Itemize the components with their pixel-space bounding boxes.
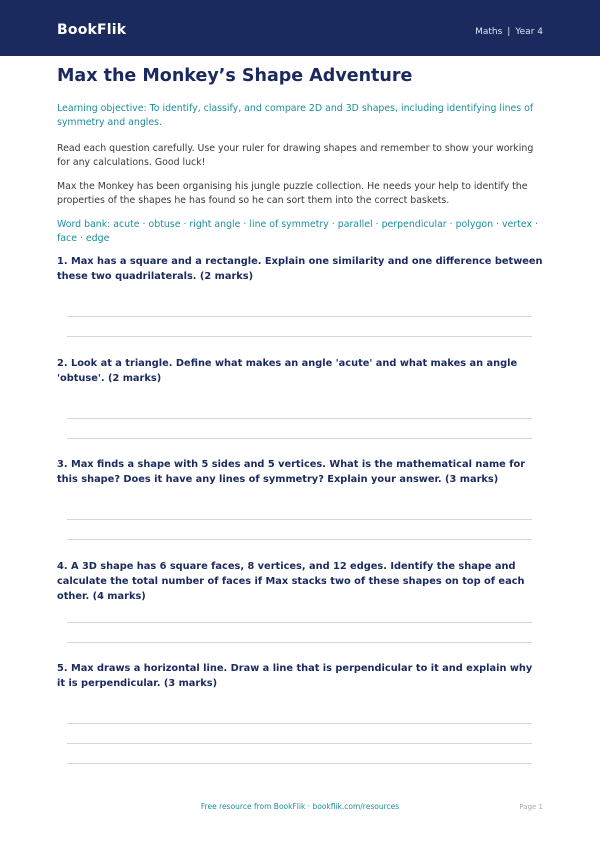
answer-line[interactable] [67, 642, 532, 643]
answer-line[interactable] [67, 336, 532, 337]
question-text: 3. Max finds a shape with 5 sides and 5 vertices. What is the mathematical name for this shape? Does it have any lines of symmetry? Explain your answer. (3 marks) [57, 459, 526, 485]
brand-logo: BookFlik [57, 22, 127, 38]
answer-line[interactable] [67, 316, 532, 317]
answer-line[interactable] [67, 418, 532, 419]
answer-line[interactable] [67, 743, 532, 744]
question-3 [57, 457, 543, 552]
answer-line[interactable] [67, 763, 532, 764]
answer-line[interactable] [67, 438, 532, 439]
instructions-text: Read each question carefully. Use your ruler for drawing shapes and remember to show your working for any calculations. Good luck! [57, 143, 534, 168]
subject-label: Maths [475, 27, 503, 37]
question-text: 2. Look at a triangle. Define what makes an angle 'acute' and what makes an angle 'obtuse'. (2 marks) [57, 358, 518, 384]
question-1 [57, 254, 543, 349]
question-text: 1. Max has a square and a rectangle. Explain one similarity and one difference between these two quadrilaterals. (2 marks) [57, 256, 543, 282]
question-4 [57, 559, 543, 654]
question-text: 4. A 3D shape has 6 square faces, 8 vertices, and 12 edges. Identify the shape and calculate the total number of faces if Max stacks two of these shapes on top of each other. (4 marks) [57, 561, 525, 602]
year-label: Year 4 [515, 27, 543, 37]
header-meta [475, 27, 543, 37]
question-2 [57, 356, 543, 451]
answer-line[interactable] [67, 723, 532, 724]
intro-section [57, 64, 543, 246]
answer-line[interactable] [67, 539, 532, 540]
header-bar [0, 0, 600, 56]
learning-objective: Learning objective: To identify, classify, and compare 2D and 3D shapes, including identifying lines of symmetry and angles. [57, 103, 534, 128]
footer-credit: Free resource from BookFlik · bookflik.com/resources [200, 802, 400, 811]
word-bank: Word bank: acute · obtuse · right angle · line of symmetry · parallel · perpendicular · polygon · vertex · face · edge [57, 219, 538, 244]
question-text: 5. Max draws a horizontal line. Draw a line that is perpendicular to it and explain why it is perpendicular. (3 marks) [57, 663, 533, 689]
answer-line[interactable] [67, 622, 532, 623]
header-separator: | [507, 27, 511, 37]
story-text: Max the Monkey has been organising his jungle puzzle collection. He needs your help to identify the properties of the shapes he has found so he can sort them into the correct baskets. [57, 181, 528, 206]
answer-line[interactable] [67, 519, 532, 520]
page-number: Page 1 [519, 803, 543, 811]
question-5 [57, 661, 543, 776]
page-title: Max the Monkey’s Shape Adventure [57, 66, 413, 86]
